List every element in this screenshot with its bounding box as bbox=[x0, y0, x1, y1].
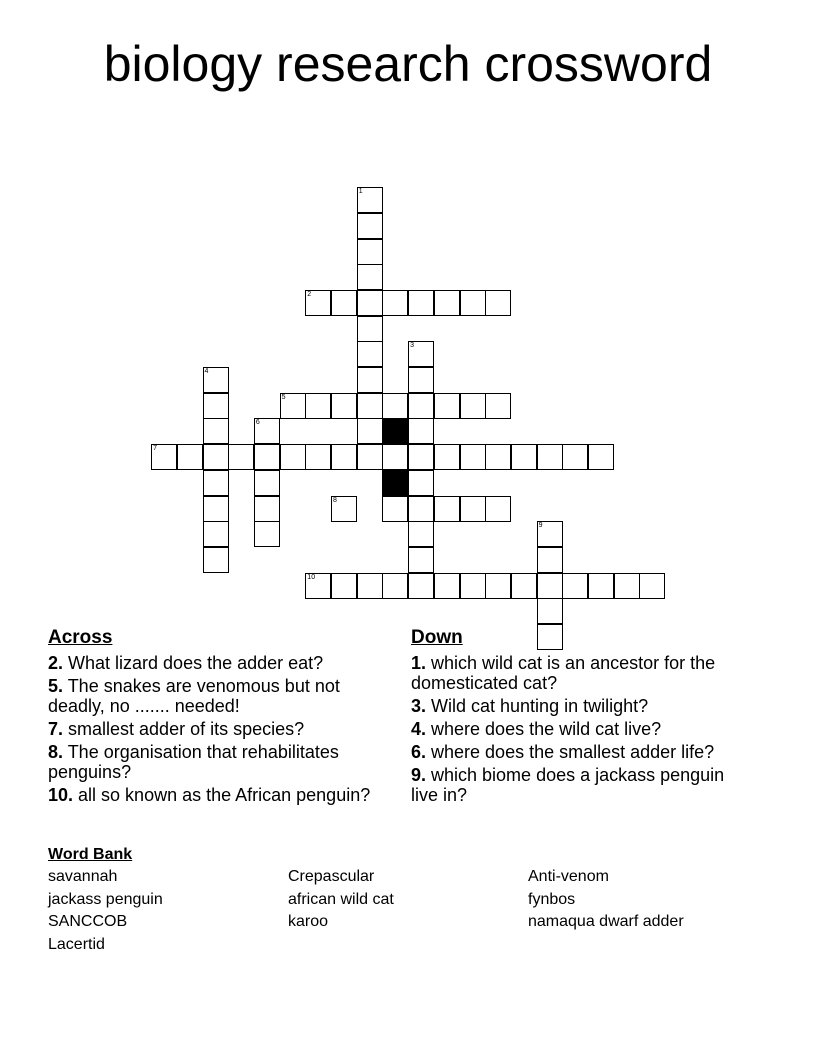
clue-text: where does the smallest adder life? bbox=[426, 742, 715, 762]
grid-cell[interactable] bbox=[382, 290, 408, 316]
grid-cell[interactable] bbox=[639, 573, 665, 599]
grid-cell[interactable] bbox=[254, 496, 280, 522]
grid-cell[interactable] bbox=[203, 521, 229, 547]
clue-down-4 bbox=[411, 719, 751, 739]
word-bank-item: savannah bbox=[48, 868, 118, 885]
clue-number-label: 10 bbox=[307, 573, 316, 581]
clue-down-9 bbox=[411, 765, 751, 805]
grid-cell[interactable] bbox=[537, 598, 563, 624]
clue-text: The organisation that rehabilitates penguins? bbox=[48, 742, 339, 782]
grid-cell[interactable] bbox=[485, 444, 511, 470]
clue-number-label: 8 bbox=[333, 496, 337, 504]
grid-cell[interactable] bbox=[177, 444, 203, 470]
grid-cell[interactable] bbox=[485, 573, 511, 599]
clue-number: 1. bbox=[411, 653, 427, 673]
grid-block-cell bbox=[382, 470, 408, 496]
grid-cell[interactable] bbox=[485, 290, 511, 316]
clue-across-2 bbox=[48, 653, 378, 673]
word-bank-item: Lacertid bbox=[48, 935, 105, 953]
grid-cell[interactable] bbox=[280, 444, 306, 470]
word-bank-item: SANCCOB bbox=[48, 913, 128, 930]
word-bank-item: namaqua dwarf adder bbox=[528, 913, 684, 930]
grid-cell[interactable] bbox=[254, 444, 280, 470]
clue-text: which biome does a jackass penguin live in? bbox=[411, 765, 725, 805]
grid-cell[interactable] bbox=[562, 444, 588, 470]
word-bank bbox=[48, 846, 768, 955]
grid-cell[interactable] bbox=[434, 290, 460, 316]
across-clues bbox=[48, 628, 378, 808]
grid-cell[interactable] bbox=[254, 418, 280, 444]
grid-cell[interactable] bbox=[305, 290, 331, 316]
grid-cell[interactable] bbox=[485, 393, 511, 419]
clue-number: 4. bbox=[411, 719, 427, 739]
clue-across-8 bbox=[48, 742, 378, 782]
grid-cell[interactable] bbox=[408, 290, 434, 316]
grid-cell[interactable] bbox=[357, 393, 383, 419]
word-bank-heading: Word Bank bbox=[48, 846, 133, 863]
clue-number-label: 6 bbox=[255, 419, 260, 427]
grid-cell[interactable] bbox=[408, 573, 434, 599]
grid-cell[interactable] bbox=[203, 418, 229, 444]
clue-number-label: 7 bbox=[153, 445, 157, 453]
grid-cell[interactable] bbox=[537, 444, 563, 470]
page-title: biology research crossword bbox=[103, 36, 713, 92]
grid-cell[interactable] bbox=[331, 496, 357, 522]
grid-cell[interactable] bbox=[408, 470, 434, 496]
grid-cell[interactable] bbox=[203, 547, 229, 573]
grid-cell[interactable] bbox=[203, 367, 229, 393]
grid-cell[interactable] bbox=[280, 393, 306, 419]
grid-cell[interactable] bbox=[434, 444, 460, 470]
grid-cell[interactable] bbox=[562, 573, 588, 599]
down-clues bbox=[411, 628, 751, 808]
grid-cell[interactable] bbox=[460, 496, 486, 522]
grid-cell[interactable] bbox=[460, 393, 486, 419]
grid-cell[interactable] bbox=[357, 187, 383, 213]
grid-cell[interactable] bbox=[460, 573, 486, 599]
clue-across-7 bbox=[48, 719, 378, 739]
grid-cell[interactable] bbox=[537, 573, 563, 599]
grid-cell[interactable] bbox=[331, 393, 357, 419]
grid-block-cell bbox=[382, 418, 408, 444]
clue-number-label: 9 bbox=[538, 522, 543, 530]
grid-cell[interactable] bbox=[434, 496, 460, 522]
grid-cell[interactable] bbox=[408, 418, 434, 444]
across-heading: Across bbox=[48, 627, 113, 648]
grid-cell[interactable] bbox=[460, 290, 486, 316]
grid-cell[interactable] bbox=[511, 444, 537, 470]
word-bank-item: karoo bbox=[288, 913, 329, 930]
grid-cell[interactable] bbox=[203, 444, 229, 470]
clue-down-6 bbox=[411, 742, 751, 762]
grid-cell[interactable] bbox=[382, 444, 408, 470]
grid-cell[interactable] bbox=[228, 444, 254, 470]
grid-cell[interactable] bbox=[331, 444, 357, 470]
grid-cell[interactable] bbox=[408, 367, 434, 393]
grid-cell[interactable] bbox=[331, 290, 357, 316]
clue-text: smallest adder of its species? bbox=[63, 719, 305, 739]
grid-cell[interactable] bbox=[357, 290, 383, 316]
grid-cell[interactable] bbox=[357, 264, 383, 290]
grid-cell[interactable] bbox=[485, 496, 511, 522]
grid-cell[interactable] bbox=[254, 470, 280, 496]
clue-across-5 bbox=[48, 676, 378, 716]
grid-cell[interactable] bbox=[357, 367, 383, 393]
word-bank-item: Crepascular bbox=[288, 868, 375, 885]
grid-cell[interactable] bbox=[537, 547, 563, 573]
clue-number: 3. bbox=[411, 696, 427, 716]
grid-cell[interactable] bbox=[460, 444, 486, 470]
clue-number-label: 3 bbox=[410, 342, 414, 350]
grid-cell[interactable] bbox=[305, 444, 331, 470]
clue-number: 10. bbox=[48, 785, 74, 805]
grid-cell[interactable] bbox=[357, 418, 383, 444]
grid-cell[interactable] bbox=[408, 521, 434, 547]
grid-cell[interactable] bbox=[408, 496, 434, 522]
clue-number-label: 5 bbox=[281, 393, 286, 401]
grid-cell[interactable] bbox=[357, 444, 383, 470]
clue-number: 5. bbox=[48, 676, 64, 696]
grid-cell[interactable] bbox=[357, 213, 383, 239]
grid-cell[interactable] bbox=[254, 521, 280, 547]
grid-cell[interactable] bbox=[305, 573, 331, 599]
clue-down-1 bbox=[411, 653, 751, 693]
grid-cell[interactable] bbox=[357, 341, 383, 367]
grid-cell[interactable] bbox=[511, 573, 537, 599]
clue-text: which wild cat is an ancestor for the domesticated cat? bbox=[411, 653, 716, 693]
grid-cell[interactable] bbox=[203, 496, 229, 522]
grid-cell[interactable] bbox=[382, 573, 408, 599]
clue-text: where does the wild cat live? bbox=[426, 719, 662, 739]
clue-number-label: 1 bbox=[358, 188, 363, 196]
grid-cell[interactable] bbox=[357, 239, 383, 265]
clue-number: 2. bbox=[48, 653, 64, 673]
clue-number: 6. bbox=[411, 742, 427, 762]
grid-cell[interactable] bbox=[151, 444, 177, 470]
clue-number: 7. bbox=[48, 719, 64, 739]
grid-cell[interactable] bbox=[408, 393, 434, 419]
grid-cell[interactable] bbox=[408, 341, 434, 367]
clue-number-label: 4 bbox=[204, 368, 209, 375]
clue-text: The snakes are venomous but not deadly, no ....... needed! bbox=[48, 676, 340, 716]
grid-cell[interactable] bbox=[408, 444, 434, 470]
clue-text: Wild cat hunting in twilight? bbox=[426, 696, 649, 716]
grid-cell[interactable] bbox=[305, 393, 331, 419]
down-heading: Down bbox=[411, 627, 463, 648]
grid-cell[interactable] bbox=[357, 573, 383, 599]
grid-cell[interactable] bbox=[614, 573, 640, 599]
grid-cell[interactable] bbox=[357, 316, 383, 342]
word-bank-item: african wild cat bbox=[288, 890, 394, 908]
grid-cell[interactable] bbox=[588, 444, 614, 470]
word-bank-item: jackass penguin bbox=[48, 890, 163, 908]
word-bank-item: Anti-venom bbox=[528, 868, 609, 885]
clue-number: 8. bbox=[48, 742, 64, 762]
grid-cell[interactable] bbox=[203, 470, 229, 496]
grid-cell[interactable] bbox=[434, 393, 460, 419]
word-bank-item: fynbos bbox=[528, 890, 576, 908]
clue-text: What lizard does the adder eat? bbox=[63, 653, 324, 673]
grid-cell[interactable] bbox=[434, 573, 460, 599]
clue-number-label: 2 bbox=[307, 290, 312, 298]
grid-cell[interactable] bbox=[408, 547, 434, 573]
clue-down-3 bbox=[411, 696, 751, 716]
clue-text: all so known as the African penguin? bbox=[73, 785, 371, 805]
clue-across-10 bbox=[48, 785, 378, 805]
grid-cell[interactable] bbox=[382, 496, 408, 522]
clue-number: 9. bbox=[411, 765, 427, 785]
grid-cell[interactable] bbox=[382, 393, 408, 419]
grid-cell[interactable] bbox=[203, 393, 229, 419]
grid-cell[interactable] bbox=[331, 573, 357, 599]
grid-cell[interactable] bbox=[588, 573, 614, 599]
grid-cell[interactable] bbox=[537, 521, 563, 547]
